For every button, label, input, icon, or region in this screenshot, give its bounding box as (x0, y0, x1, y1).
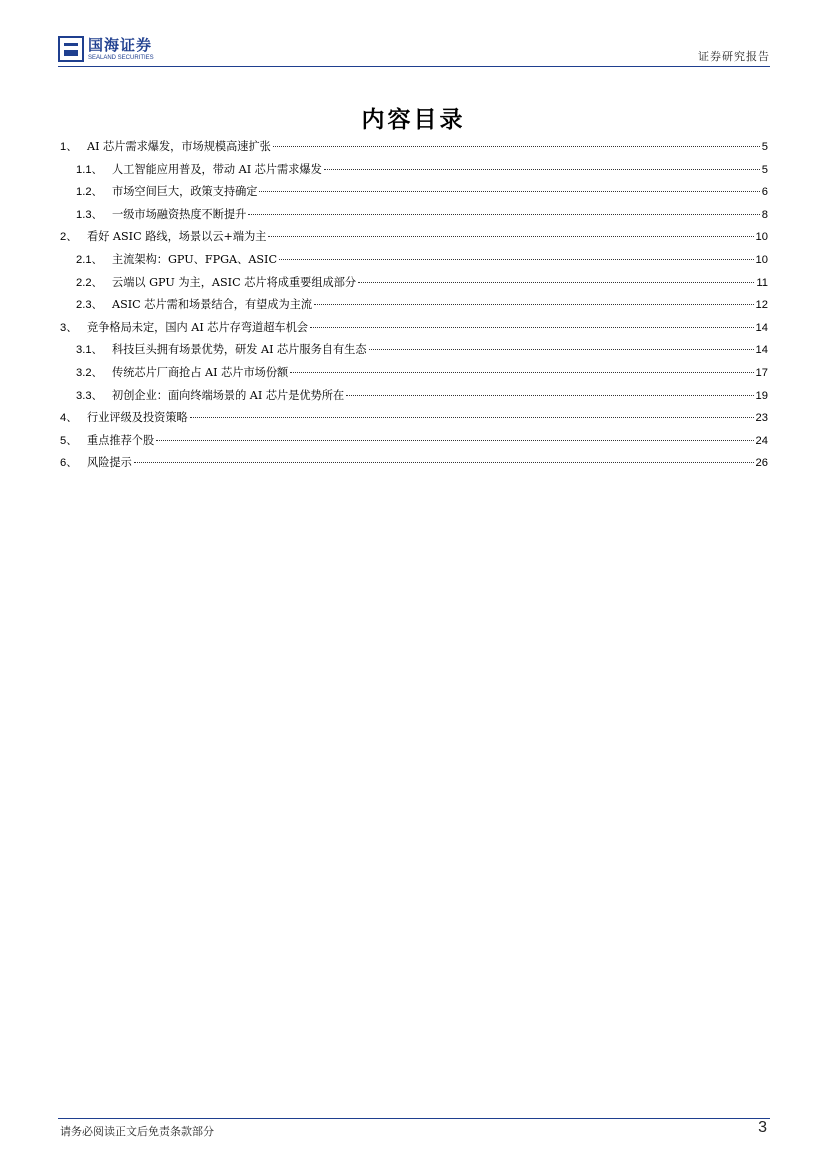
toc-entry-number: 3.1、 (76, 344, 103, 357)
toc-dot-leader (190, 417, 754, 418)
toc-dot-leader (314, 304, 753, 305)
toc-entry-number: 2.1、 (76, 253, 103, 266)
toc-entry-page: 12 (755, 299, 768, 312)
toc-entry-title: AI 芯片需求爆发，市场规模高速扩张 (87, 140, 271, 153)
toc-entry-number: 6、 (60, 457, 78, 470)
toc-entry-title: ASIC 芯片需和场景结合，有望成为主流 (112, 298, 313, 312)
toc-entry-page: 5 (761, 163, 768, 176)
toc-entry-number: 3、 (60, 321, 78, 334)
toc-entry-page: 10 (755, 253, 768, 266)
toc-entry-title: 科技巨头拥有场景优势，研发 AI 芯片服务自有生态 (112, 343, 367, 357)
toc-entry[interactable] (60, 432, 768, 455)
toc-dot-leader (279, 259, 754, 260)
toc-entry-page: 23 (755, 412, 768, 425)
toc-title: 内容目录 (361, 106, 466, 133)
toc-entry-title: 重点推荐个股 (87, 433, 155, 447)
toc-entry-page: 10 (755, 231, 768, 244)
page-header (58, 36, 770, 66)
toc-dot-leader (346, 395, 753, 396)
footer-divider (58, 1118, 770, 1119)
toc-dot-leader (310, 327, 754, 328)
toc-entry[interactable] (60, 387, 768, 410)
toc-entry-title: 行业评级及投资策略 (87, 411, 188, 425)
toc-entry-title: 云端以 GPU 为主，ASIC 芯片将成重要组成部分 (112, 275, 357, 289)
toc-entry-title: 市场空间巨大，政策支持确定 (112, 185, 258, 199)
toc-dot-leader (134, 462, 754, 463)
toc-entry[interactable] (60, 228, 768, 251)
toc-dot-leader (259, 191, 759, 192)
toc-entry-number: 2.3、 (76, 299, 103, 312)
toc-entry[interactable] (60, 454, 768, 477)
toc-entry-title: 竞争格局未定，国内 AI 芯片存弯道超车机会 (87, 320, 308, 334)
toc-entry-number: 1.1、 (76, 163, 103, 176)
toc-entry-page: 19 (755, 389, 768, 402)
toc-entry[interactable] (60, 364, 768, 387)
toc-dot-leader (358, 282, 754, 283)
toc-dot-leader (369, 349, 754, 350)
logo-icon (58, 36, 84, 62)
toc-entry-page: 8 (761, 208, 768, 221)
toc-entry-number: 5、 (60, 434, 78, 447)
toc-entry-number: 1.3、 (76, 208, 103, 221)
toc-entry-page: 14 (755, 344, 768, 357)
report-type-label: 证券研究报告 (698, 50, 770, 63)
toc-entry-number: 1、 (60, 141, 78, 153)
toc-dot-leader (156, 440, 753, 441)
logo-chinese-name: 国海证券 (88, 35, 153, 54)
toc-dot-leader (290, 372, 753, 373)
toc-entry-number: 4、 (60, 412, 78, 425)
toc-entry-number: 1.2、 (76, 186, 103, 199)
toc-entry[interactable] (60, 341, 768, 364)
toc-entry[interactable] (60, 296, 768, 319)
toc-entry-number: 2.2、 (76, 276, 103, 289)
toc-entry-page: 14 (755, 321, 768, 334)
toc-entry[interactable] (60, 138, 768, 161)
logo-english-name: SEALAND SECURITIES (88, 54, 154, 61)
toc-entry-title: 传统芯片厂商抢占 AI 芯片市场份额 (112, 365, 289, 379)
toc-dot-leader (324, 169, 760, 170)
toc-entry-title: 初创企业：面向终端场景的 AI 芯片是优势所在 (112, 388, 345, 402)
toc-entry[interactable] (60, 319, 768, 342)
toc-entry-number: 2、 (60, 231, 78, 244)
toc-entry-title: 看好 ASIC 路线，场景以云+端为主 (87, 230, 267, 244)
table-of-contents (60, 138, 768, 477)
toc-dot-leader (248, 214, 760, 215)
toc-entry-number: 3.3、 (76, 389, 103, 402)
toc-entry-page: 6 (761, 186, 768, 199)
toc-entry-page: 5 (761, 141, 768, 153)
toc-entry[interactable] (60, 251, 768, 274)
toc-entry-title: 主流架构：GPU、FPGA、ASIC (112, 252, 278, 266)
toc-entry[interactable] (60, 409, 768, 432)
footer-disclaimer: 请务必阅读正文后免责条款部分 (60, 1125, 214, 1138)
company-logo (58, 36, 154, 62)
header-divider (58, 66, 770, 67)
toc-entry-page: 17 (755, 366, 768, 379)
toc-entry[interactable] (60, 206, 768, 229)
toc-entry-number: 3.2、 (76, 366, 103, 379)
toc-entry[interactable] (60, 183, 768, 206)
toc-entry-page: 24 (755, 434, 768, 447)
toc-dot-leader (268, 236, 753, 237)
toc-entry-title: 风险提示 (87, 456, 132, 470)
toc-entry-title: 人工智能应用普及，带动 AI 芯片需求爆发 (112, 162, 322, 176)
toc-entry-page: 26 (755, 457, 768, 470)
toc-entry[interactable] (60, 161, 768, 184)
page-number: 3 (758, 1119, 767, 1136)
toc-entry-page: 11 (756, 276, 768, 289)
toc-entry[interactable] (60, 274, 768, 297)
toc-entry-title: 一级市场融资热度不断提升 (112, 207, 247, 221)
toc-dot-leader (273, 146, 760, 147)
